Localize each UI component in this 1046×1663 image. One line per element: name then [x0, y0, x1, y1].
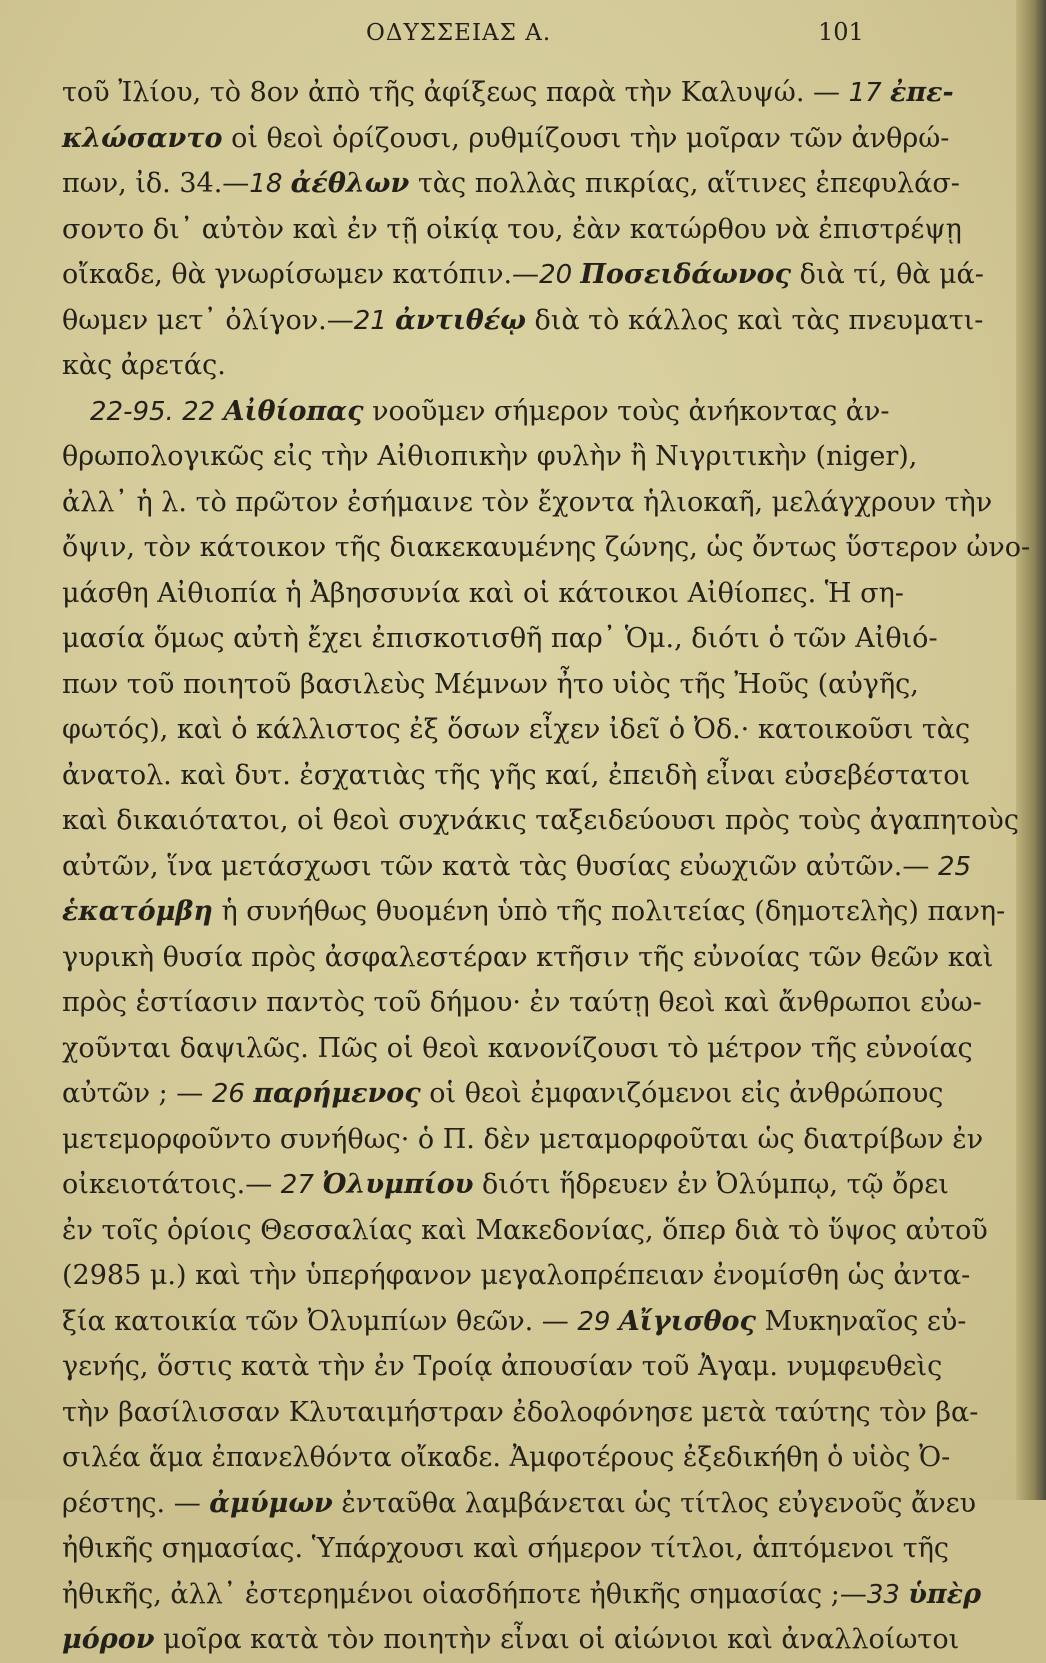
text-run: μάσθη Αἰθιοπία ἡ Ἀβησσυνία καὶ οἱ κάτοικοι Αἰθίοπες. Ἡ ση-: [62, 577, 904, 609]
text-line: [62, 434, 918, 480]
text-line: [62, 116, 950, 162]
text-run: χοῦνται δαψιλῶς. Πῶς οἱ θεοὶ κανονίζουσι τὸ μέτρον τῆς εὐνοίας: [62, 1032, 973, 1064]
text-run: ἐν τοῖς ὁρίοις Θεσσαλίας καὶ Μακεδονίας, ὅπερ διὰ τὸ ὕψος αὐτοῦ: [62, 1214, 988, 1246]
lemma: Αἴγισθος: [618, 1305, 757, 1337]
lemma: Ὀλυμπίου: [322, 1169, 474, 1200]
text-run: τοῦ Ἰλίου, τὸ 8ον ἀπὸ τῆς ἀφίξεως παρὰ τὴν Καλυψώ. —: [62, 77, 849, 108]
lemma: ὑπὲρ: [908, 1578, 982, 1610]
text-line: [62, 1390, 979, 1436]
text-run: καὶ δικαιότατοι, οἱ θεοὶ συχνάκις ταξειδεύουσι πρὸς τοὺς ἀγαπητοὺς: [62, 805, 1019, 836]
text-line: [62, 753, 971, 799]
verse-number: 27: [280, 1170, 323, 1200]
verse-number: 21: [353, 305, 396, 336]
lemma: ἑκατόμβη: [62, 896, 213, 927]
lemma: κλώσαντο: [62, 122, 223, 154]
lemma: Ποσειδάωνος: [580, 259, 792, 290]
text-run: ἐνταῦθα λαμβάνεται ὡς τίτλος εὐγενοῦς ἄνευ: [332, 1487, 976, 1519]
text-run: φωτός), καὶ ὁ κάλλιστος ἐξ ὅσων εἶχεν ἰδεῖ ὁ Ὀδ.· κατοικοῦσι τὰς: [62, 714, 971, 745]
text-line: [62, 1253, 971, 1299]
text-run: γενής, ὅστις κατὰ τὴν ἐν Τροίᾳ ἀπουσίαν τοῦ Ἀγαμ. νυμφευθεὶς: [62, 1351, 943, 1382]
text-line: [62, 252, 984, 298]
text-run: τὰς πολλὰς πικρίας, αἵτινες ἐπεφυλάσ-: [409, 168, 960, 199]
text-run: οἰκειοτάτοις.—: [62, 1169, 281, 1200]
page-number: 101: [818, 18, 864, 46]
text-line: [62, 707, 971, 753]
text-line: [62, 525, 1031, 571]
verse-number: 20: [539, 260, 581, 290]
running-head: ΟΔΥΣΣΕΙΑΣ Α.: [366, 20, 552, 46]
lemma: μόρον: [62, 1624, 155, 1655]
text-run: θωμεν μετ᾽ ὀλίγον.—: [62, 304, 354, 336]
verse-number: 18: [249, 169, 291, 199]
text-run: πων τοῦ ποιητοῦ βασιλεὺς Μέμνων ἦτο υἱὸς τῆς Ἠοῦς (αὐγῆς,: [62, 668, 919, 700]
lemma: Αἰθίοπας: [223, 395, 364, 427]
text-run: ρέστης. —: [62, 1487, 210, 1519]
text-line: [62, 662, 919, 708]
text-run: γυρικὴ θυσία πρὸς ἀσφαλεστέραν κτῆσιν τῆς εὐνοίας τῶν θεῶν καὶ: [62, 941, 994, 973]
text-line: [62, 161, 960, 207]
text-line: [62, 1117, 984, 1163]
text-run: μετεμορφοῦντο συνήθως· ὁ Π. δὲν μεταμορφοῦται ὡς διατρίβων ἐν: [62, 1123, 984, 1155]
text-run: ἀλλ᾽ ἡ λ. τὸ πρῶτον ἐσήμαινε τὸν ἔχοντα ἡλιοκαῆ, μελάγχρουν τὴν: [62, 486, 993, 518]
text-run: μασία ὅμως αὐτὴ ἔχει ἐπισκοτισθῆ παρ᾽ Ὁμ., διότι ὁ τῶν Αἰθιό-: [62, 623, 938, 654]
text-line: [62, 1026, 973, 1072]
text-line: [62, 1344, 943, 1390]
text-line: [62, 1208, 988, 1254]
text-run: διὰ τί, θὰ μά-: [791, 259, 984, 290]
lemma: παρήμενος: [253, 1078, 421, 1109]
text-run: πρὸς ἑστίασιν παντὸς τοῦ δήμου· ἐν ταύτῃ θεοὶ καὶ ἄνθρωποι εὐω-: [62, 987, 982, 1018]
text-run: ἠθικῆς, ἀλλ᾽ ἐστερημένοι οἱασδήποτε ἠθικῆς σημασίας ;—: [62, 1578, 867, 1610]
page-header: [0, 18, 1000, 58]
verse-number: 22-95. 22: [90, 396, 224, 427]
commentary-text: [62, 70, 1031, 1663]
text-run: μοῖρα κατὰ τὸν ποιητὴν εἶναι οἱ αἰώνιοι καὶ ἀναλλοίωτοι: [154, 1624, 960, 1655]
verse-number: 25: [937, 851, 972, 882]
text-line: [62, 798, 1019, 844]
text-run: πων, ἰδ. 34.—: [62, 168, 250, 199]
text-line: [62, 571, 904, 617]
text-run: ἀνατολ. καὶ δυτ. ἐσχατιὰς τῆς γῆς καί, ἐπειδὴ εἶναι εὐσεβέστατοι: [62, 759, 971, 791]
text-run: (2985 μ.) καὶ τὴν ὑπερήφανον μεγαλοπρέπειαν ἐνομίσθη ὡς ἀντα-: [62, 1260, 971, 1291]
text-line: [62, 480, 993, 526]
text-line: [62, 616, 938, 662]
text-run: ἠθικῆς σημασίας. Ὑπάρχουσι καὶ σήμερον τίτλοι, ἁπτόμενοι τῆς: [62, 1533, 950, 1564]
text-line: [62, 1526, 950, 1572]
text-run: νοοῦμεν σήμερον τοὺς ἀνήκοντας ἀν-: [363, 395, 890, 427]
text-run: οἴκαδε, θὰ γνωρίσωμεν κατόπιν.—: [62, 259, 540, 290]
text-line: [62, 1071, 944, 1117]
verse-number: 26: [211, 1079, 254, 1109]
text-run: οἱ θεοὶ ἐμφανιζόμενοι εἰς ἀνθρώπους: [420, 1078, 944, 1109]
text-run: ὄψιν, τὸν κάτοικον τῆς διακεκαυμένης ζώνης, ὡς ὄντως ὕστερον ὠνο-: [62, 532, 1031, 563]
text-line: [62, 343, 882, 389]
text-line: [62, 1162, 949, 1208]
text-run: Μυκηναῖος εὐ-: [756, 1305, 967, 1337]
page-edge-shadow: [1016, 0, 1046, 1500]
text-line: [62, 1572, 982, 1618]
text-run: κὰς ἀρετάς.: [62, 350, 226, 381]
text-run: οἱ θεοὶ ὁρίζουσι, ρυθμίζουσι τὴν μοῖραν τῶν ἀνθρώ-: [222, 122, 950, 154]
text-run: σοντο δι᾽ αὐτὸν καὶ ἐν τῇ οἰκίᾳ του, ἐὰν κατώρθου νὰ ἐπιστρέψῃ: [62, 213, 962, 245]
text-line: [62, 1617, 960, 1663]
text-run: θρωπολογικῶς εἰς τὴν Αἰθιοπικὴν φυλὴν ἢ Νιγριτικὴν (niger),: [62, 441, 918, 472]
verse-number: 33: [866, 1579, 909, 1610]
text-line: [62, 70, 954, 116]
lemma: ἀέθλων: [290, 168, 410, 199]
lemma: ἐπε-: [889, 77, 954, 108]
text-line: [62, 980, 982, 1026]
text-line: [62, 889, 1006, 935]
text-run: σιλέα ἅμα ἐπανελθόντα οἴκαδε. Ἀμφοτέρους ἐξεδικήθη ὁ υἱὸς Ὀ-: [62, 1442, 951, 1473]
text-line: [62, 1435, 951, 1481]
lemma: ἀντιθέῳ: [395, 304, 526, 336]
text-line: [62, 1299, 967, 1345]
text-run: τὴν βασίλισσαν Κλυταιμήστραν ἐδολοφόνησε μετὰ ταύτης τὸν βα-: [62, 1396, 979, 1428]
verse-number: 17: [848, 78, 890, 108]
text-line: [62, 844, 972, 890]
text-line: [62, 389, 890, 435]
text-run: διότι ἥδρευεν ἐν Ὀλύμπῳ, τῷ ὄρει: [473, 1169, 949, 1200]
text-run: αὐτῶν, ἵνα μετάσχωσι τῶν κατὰ τὰς θυσίας εὐωχιῶν αὐτῶν.—: [62, 850, 938, 882]
text-run: ξία κατοικία τῶν Ὀλυμπίων θεῶν. —: [62, 1305, 578, 1337]
verse-number: 29: [577, 1306, 619, 1337]
text-run: ἡ συνήθως θυομένη ὑπὸ τῆς πολιτείας (δημοτελὴς) πανη-: [212, 896, 1006, 927]
text-run: διὰ τὸ κάλλος καὶ τὰς πνευματι-: [525, 304, 984, 336]
text-run: αὐτῶν ; —: [62, 1078, 212, 1109]
text-line: [62, 1481, 976, 1527]
text-line: [62, 207, 962, 253]
lemma: ἀμύμων: [209, 1487, 333, 1519]
text-line: [62, 935, 994, 981]
text-line: [62, 298, 984, 344]
